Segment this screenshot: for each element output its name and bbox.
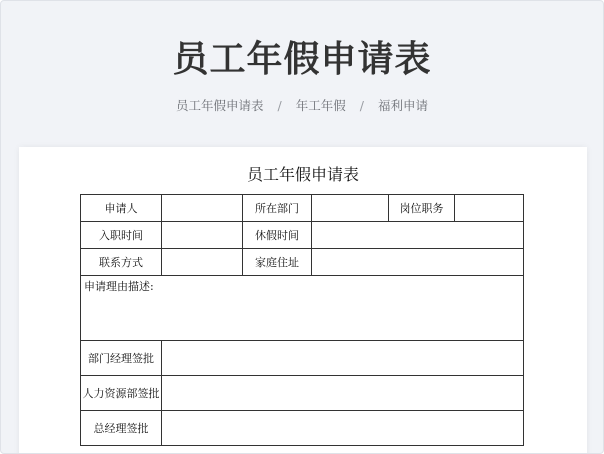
contact-label: 联系方式 xyxy=(81,249,162,276)
document-preview xyxy=(19,147,587,454)
leave-time-label: 休假时间 xyxy=(243,222,312,249)
contact-value-cell[interactable] xyxy=(162,249,243,276)
applicant-label: 申请人 xyxy=(81,195,162,222)
dept-manager-sign-cell[interactable] xyxy=(162,341,524,376)
home-address-label: 家庭住址 xyxy=(243,249,312,276)
position-label: 岗位职务 xyxy=(389,195,455,222)
position-value-cell[interactable] xyxy=(455,195,524,222)
leave-application-form xyxy=(80,194,524,446)
hr-sign-cell[interactable] xyxy=(162,376,524,411)
breadcrumb-separator: / xyxy=(277,98,282,113)
table-row xyxy=(81,376,524,411)
gm-sign-label: 总经理签批 xyxy=(81,411,162,446)
table-row xyxy=(81,341,524,376)
breadcrumb xyxy=(1,97,603,115)
page-title: 员工年假申请表 xyxy=(172,39,432,80)
leave-time-value-cell[interactable] xyxy=(312,222,524,249)
home-address-value-cell[interactable] xyxy=(312,249,524,276)
breadcrumb-item-3[interactable]: 福利申请 xyxy=(377,98,428,113)
table-row xyxy=(81,411,524,446)
dept-manager-sign-label: 部门经理签批 xyxy=(81,341,162,376)
table-row xyxy=(81,195,524,222)
table-row xyxy=(81,222,524,249)
join-date-label: 入职时间 xyxy=(81,222,162,249)
document-title: 员工年假申请表 xyxy=(246,165,359,184)
join-date-value-cell[interactable] xyxy=(162,222,243,249)
department-label: 所在部门 xyxy=(243,195,312,222)
breadcrumb-separator: / xyxy=(359,98,364,113)
table-row xyxy=(81,249,524,276)
breadcrumb-item-2[interactable]: 年工年假 xyxy=(295,98,346,113)
table-row xyxy=(81,276,524,341)
department-value-cell[interactable] xyxy=(312,195,389,222)
hr-sign-label: 人力资源部签批 xyxy=(81,376,162,411)
reason-cell[interactable]: 申请理由描述: xyxy=(81,276,524,341)
applicant-value-cell[interactable] xyxy=(162,195,243,222)
breadcrumb-item-1[interactable]: 员工年假申请表 xyxy=(176,98,264,113)
gm-sign-cell[interactable] xyxy=(162,411,524,446)
